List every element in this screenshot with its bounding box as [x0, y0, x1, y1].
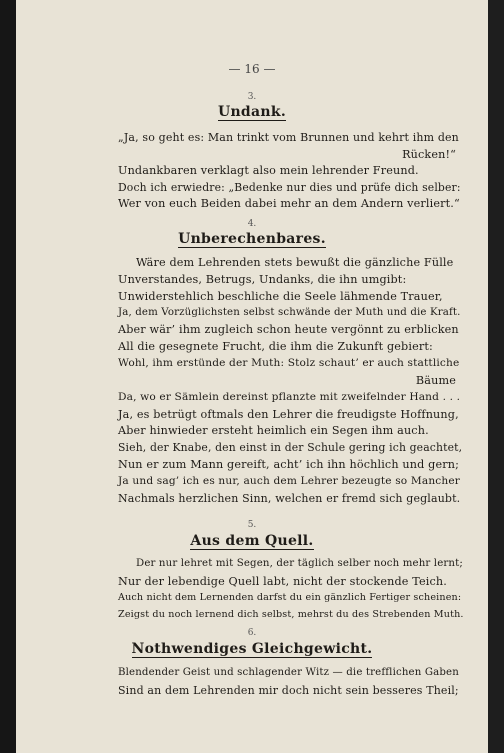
poem-line: „Ja, so geht es: Man trinkt vom Brunnen und kehrt ihm den	[118, 131, 459, 144]
poem-line: Aber wär’ ihm zugleich schon heute vergönnt zu erblicken	[118, 323, 459, 336]
section-number: 6.	[247, 628, 257, 638]
book-edge-right	[488, 0, 504, 753]
poem-line: Sind an dem Lehrenden mir doch nicht sein besseres Theil;	[118, 684, 459, 697]
section-title	[16, 641, 488, 657]
poem-line: Wäre dem Lehrenden stets bewußt die gänzliche Fülle	[136, 256, 454, 269]
poem-line: Auch nicht dem Lernenden darfst du ein gänzlich Fertiger scheinen:	[118, 592, 462, 603]
poem-line: Aber hinwieder ersteht heimlich ein Segen ihm auch.	[118, 424, 429, 437]
poem-line: Sieh, der Knabe, den einst in der Schule gering ich geachtet,	[118, 441, 463, 454]
poem-line: Ja und sag’ ich es nur, auch dem Lehrer bezeugte so Mancher	[118, 475, 460, 487]
section-title	[16, 533, 488, 549]
section-title-text: Undank.	[217, 104, 287, 120]
poem-line: Zeigst du noch lernend dich selbst, mehrst du des Strebenden Muth.	[118, 609, 464, 620]
section-title-text: Nothwendiges Gleichgewicht.	[131, 641, 373, 657]
poem-line: Rücken!“	[402, 148, 456, 161]
section-title-text: Unberechenbares.	[178, 231, 326, 247]
poem-line: Da, wo er Sämlein dereinst pflanzte mit zweifelnder Hand . . .	[118, 391, 461, 403]
book-edge-left	[0, 0, 16, 753]
poem-line: Unverstandes, Betrugs, Undanks, die ihn umgibt:	[118, 273, 407, 286]
poem-line: All die gesegnete Frucht, die ihm die Zukunft gebiert:	[118, 340, 433, 353]
section-title-text: Aus dem Quell.	[190, 533, 314, 549]
poem-line: Unwiderstehlich beschliche die Seele lähmende Trauer,	[118, 290, 443, 303]
page-number: — 16 —	[228, 62, 276, 76]
section-title	[16, 104, 488, 120]
poem-line: Ja, es betrügt oftmals den Lehrer die freudigste Hoffnung,	[118, 408, 459, 421]
poem-line: Nachmals herzlichen Sinn, welchen er fremd sich geglaubt.	[118, 492, 461, 505]
book-page	[16, 0, 488, 753]
poem-line: Nun er zum Mann gereift, acht’ ich ihn höchlich und gern;	[118, 458, 459, 471]
poem-line: Blendender Geist und schlagender Witz — die trefflichen Gaben	[118, 667, 459, 678]
poem-line: Bäume	[415, 374, 456, 387]
poem-line: Nur der lebendige Quell labt, nicht der stockende Teich.	[118, 575, 447, 588]
poem-line: Doch ich erwiedre: „Bedenke nur dies und prüfe dich selber:	[118, 181, 461, 194]
section-title	[16, 231, 488, 247]
poem-line: Ja, dem Vorzüglichsten selbst schwände der Muth und die Kraft.	[118, 307, 461, 318]
poem-line: Wohl, ihm erstünde der Muth: Stolz schaut’ er auch stattliche	[118, 357, 460, 369]
poem-line: Undankbaren verklagt also mein lehrender Freund.	[118, 164, 419, 177]
section-number: 5.	[247, 520, 257, 530]
poem-line: Wer von euch Beiden dabei mehr an dem Andern verliert.“	[118, 197, 460, 210]
poem-line: Der nur lehret mit Segen, der täglich selber noch mehr lernt;	[136, 558, 463, 569]
section-number: 4.	[247, 219, 257, 229]
section-number: 3.	[247, 92, 257, 102]
